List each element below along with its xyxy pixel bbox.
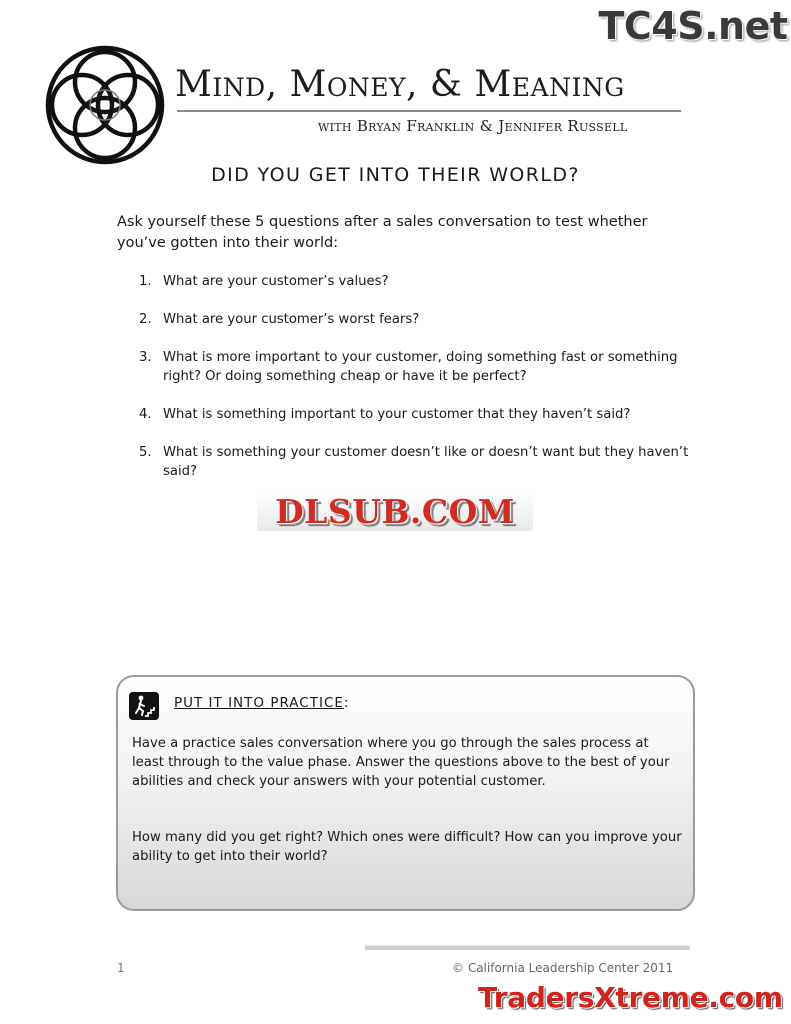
question-number: 2. — [139, 312, 152, 327]
practice-heading — [174, 695, 349, 711]
practice-heading-text: PUT IT INTO PRACTICE — [174, 695, 344, 711]
question-number: 3. — [139, 350, 152, 365]
watermark-middle: DLSUB.COM — [257, 493, 533, 531]
question-text: What are your customer’s values? — [163, 274, 389, 289]
copyright-notice: © California Leadership Center 2011 — [452, 961, 674, 975]
question-item — [139, 405, 699, 424]
page-number: 1 — [117, 961, 125, 975]
question-number: 5. — [139, 445, 152, 460]
mind-money-meaning-logo — [44, 44, 166, 166]
question-text: What is something important to your customer that they haven’t said? — [163, 407, 631, 422]
footer-divider — [365, 945, 690, 950]
question-item — [139, 443, 699, 481]
walking-person-stairs-icon — [129, 692, 159, 720]
practice-heading-colon: : — [343, 695, 350, 711]
question-number: 4. — [139, 407, 152, 422]
brand-subtitle: with Bryan Franklin & Jennifer Russell — [318, 117, 628, 135]
question-list — [139, 272, 699, 481]
question-item — [139, 348, 699, 386]
question-item — [139, 272, 699, 291]
question-number: 1. — [139, 274, 152, 289]
practice-paragraph: Have a practice sales conversation where you go through the sales process at least through to the value phase. Answer the questions above to the best of your abilities and check your answers with your potential customer. — [132, 736, 670, 789]
watermark-top: TC4S.net — [598, 4, 788, 48]
question-item — [139, 310, 699, 329]
brand-divider — [177, 110, 681, 112]
brand-title: Mind, Money, & Meaning — [175, 64, 625, 105]
intro-paragraph: Ask yourself these 5 questions after a sales conversation to test whether you’ve gotten into their world: — [117, 214, 648, 251]
page-heading: DID YOU GET INTO THEIR WORLD? — [211, 164, 580, 186]
question-text: What is something your customer doesn’t like or doesn’t want but they haven’t said? — [163, 445, 689, 479]
question-text: What are your customer’s worst fears? — [163, 312, 420, 327]
watermark-bottom: TradersXtreme.com — [478, 981, 783, 1014]
question-text: What is more important to your customer, doing something fast or something right? Or doing something cheap or have it be perfect? — [163, 350, 678, 384]
practice-reflection: How many did you get right? Which ones were difficult? How can you improve your ability to get into their world? — [132, 830, 682, 864]
